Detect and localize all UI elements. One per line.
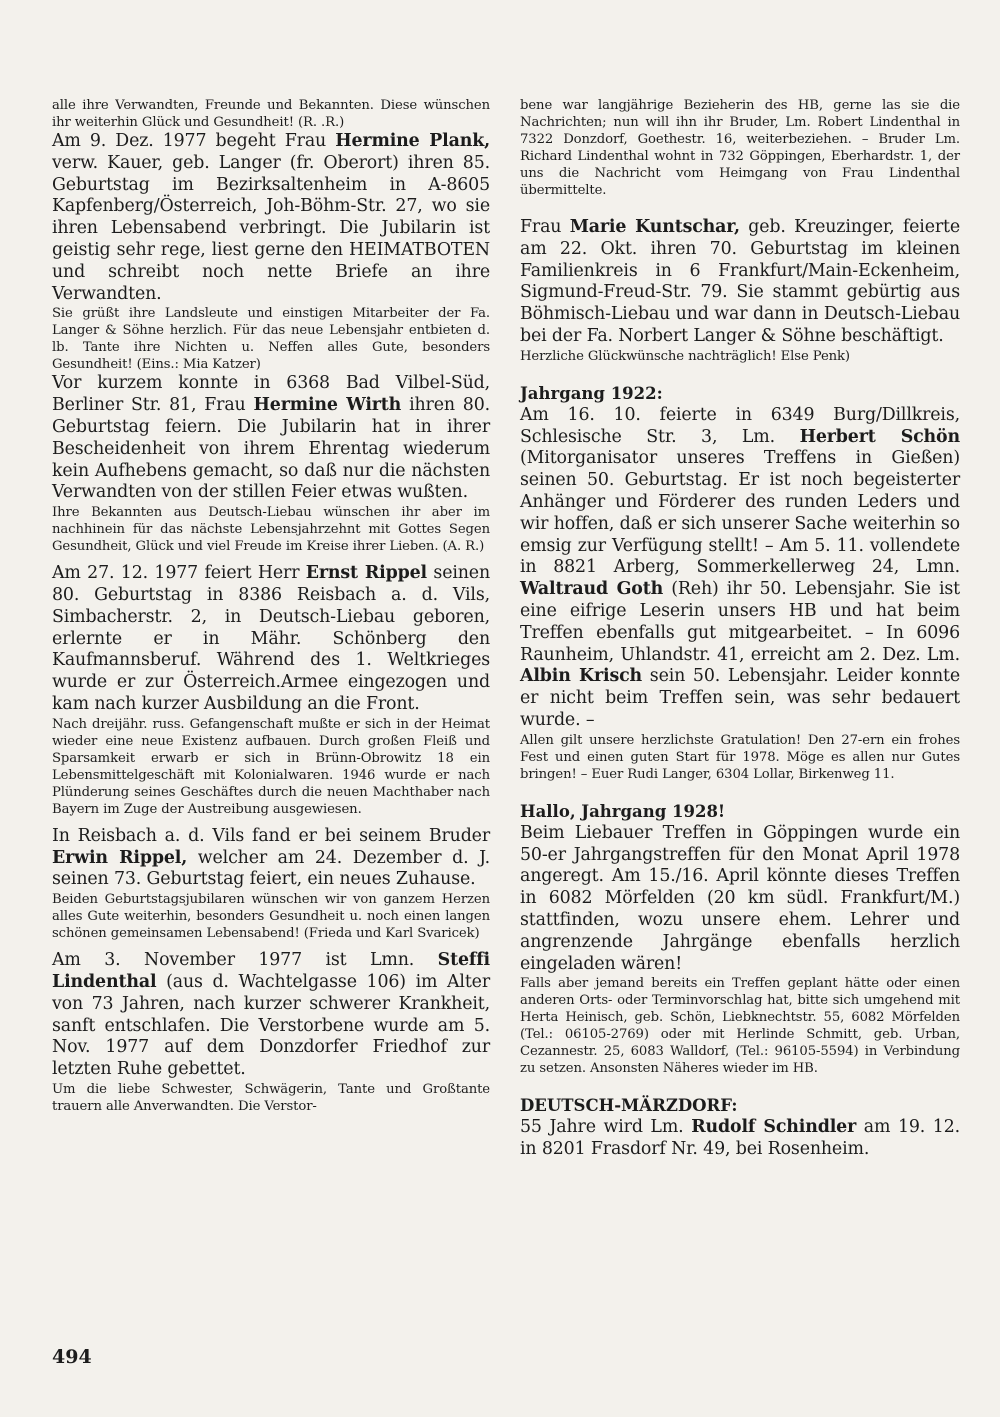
article-paragraph (52, 716, 490, 818)
article-paragraph (520, 732, 960, 783)
paragraph-text: sein 50. Lebensjahr. Leider konnte er nicht beim Treffen sein, was sehr bedauert wurde. – (520, 666, 961, 730)
section-heading (520, 801, 960, 823)
person-name: Albin Krisch (520, 666, 643, 687)
paragraph-text: (aus d. Wachtelgasse 106) im Alter von 73 Jahren, nach kurzer schwerer Krankheit, sanft entschlafen. Die Verstorbene wurde am 5. Nov. 1977 auf dem Donzdorfer Friedhof zur letzten Ruhe gebettet. (52, 971, 490, 1080)
paragraph-text: 55 Jahre wird Lm. (520, 1117, 692, 1138)
article-paragraph (52, 1081, 490, 1115)
paragraph-text: Beiden Geburtstagsjubilaren wünschen wir von ganzem Herzen alles Gute weiterhin, besonders Gesundheit u. noch einen langen schönen gemeinsamen Lebensabend! (Frieda und Karl Svaricek) (52, 892, 490, 942)
person-name: Erwin Rippel, (52, 847, 188, 868)
article-paragraph (52, 373, 490, 504)
paragraph-text: Sie grüßt ihre Landsleute und einstigen Mitarbeiter der Fa. Langer & Söhne herzlich. Für das neue Lebensjahr entbieten d. lb. Tante ihre Nichten u. Neffen alles Gute, besonders Gesundheit! (Eins.: Mia Katzer) (52, 306, 490, 373)
article-paragraph (520, 97, 960, 199)
paragraph-text: Jahrgang 1922: (520, 383, 663, 403)
paragraph-text: Am 27. 12. 1977 feiert Herr (52, 563, 306, 584)
article-paragraph (520, 1117, 960, 1161)
paragraph-text: Ihre Bekannten aus Deutsch-Liebau wünschen ihr aber im nachhinein für das nächste Lebensjahrzehnt mit Gottes Segen Gesundheit, Glück und viel Freude im Kreise ihrer Lieben. (A. R.) (52, 505, 490, 555)
paragraph-text: Allen gilt unsere herzlichste Gratulation! Den 27-ern ein frohes Fest und einen guten Start für 1978. Möge es allen nur Gutes bringen! – Euer Rudi Langer, 6304 Lollar, Birkenweg 11. (520, 732, 960, 782)
paragraph-text: Falls aber jemand bereits ein Treffen geplant hätte oder einen anderen Orts- oder Terminvorschlag hat, bitte sich umgehend mit Herta Heinisch, geb. Schön, Liebknechtstr. 55, 6082 Mörfelden (Tel.: 06105-2769) oder mit Herlinde Schmitt, geb. Urban, Cezannestr. 25, 6083 Walldorf, (Tel.: 96105-5594) in Verbindung zu setzen. Ansonsten Näheres wieder im HB. (520, 976, 960, 1077)
paragraph-text: ihren 80. Geburtstag feiern. Die Jubilarin hat in ihrer Bescheidenheit von ihrem Ehrentag wiederum kein Aufhebens gemacht, so daß nur die nächsten Verwandten von der stillen Feier etwas wußten. (52, 395, 490, 503)
paragraph-text: Um die liebe Schwester, Schwägerin, Tante und Großtante trauern alle Anverwandten. Die Verstor- (52, 1081, 490, 1114)
paragraph-text: welcher am 24. Dezember d. J. seinen 73. Geburtstag feiert, ein neues Zuhause. (52, 847, 490, 890)
paragraph-text: (Reh) ihr 50. Lebensjahr. Sie ist eine eifrige Leserin unsers HB und hat beim Treffen ebenfalls gut mitgearbeitet. – In 6096 Raunheim, Uhlandstr. 41, erreicht am 2. Dez. Lm. (520, 579, 960, 665)
paragraph-text: Vor kurzem konnte in 6368 Bad Vilbel-Süd, Berliner Str. 81, Frau (52, 373, 490, 416)
article-paragraph (52, 826, 490, 891)
paragraph-text: Am 16. 10. feierte in 6349 Burg/Dillkreis, Schlesische Str. 3, Lm. (520, 404, 960, 447)
left-column (52, 97, 490, 1115)
person-name: Rudolf Schindler (691, 1117, 857, 1138)
person-name: Marie Kuntschar, (569, 217, 740, 237)
paragraph-text: seinen 80. Geburtstag in 8386 Reisbach a. d. Vils, Simbacherstr. 2, in Deutsch-Liebau geboren, erlernte er in Mähr. Schönberg den Kaufmannsberuf. Während des 1. Weltkrieges wurde er zur Österreich.Armee eingezogen und kam nach kurzer Ausbildung an die Front. (52, 563, 490, 714)
paragraph-text: Frau (520, 217, 570, 237)
article-paragraph (52, 891, 490, 942)
paragraph-text: Beim Liebauer Treffen in Göppingen wurde ein 50-er Jahrgangstreffen für den Monat April 1978 angeregt. Am 15./16. April könnte dieses Treffen in 6082 Mörfelden (20 km südl. Frankfurt/M.) stattfinden, wozu unsere ehem. Lehrer und angrenzende Jahrgänge ebenfalls herzlich eingeladen wären! (520, 822, 960, 974)
person-name: Hermine Wirth (253, 395, 402, 416)
paragraph-text: In Reisbach a. d. Vils fand er bei seinem Bruder (52, 825, 490, 846)
article-paragraph (52, 950, 490, 1081)
section-heading (520, 383, 960, 405)
paragraph-text: verw. Kauer, geb. Langer (fr. Oberort) ihren 85. Geburtstag im Bezirksaltenheim in A-8605 Kapfenberg/Österreich, Joh-Böhm-Str. 27, wo sie ihren Lebensabend verbringt. Die Jubilarin ist geistig sehr rege, liest gerne den HEIMATBOTEN und schreibt noch nette Briefe an ihre Verwandten. (52, 152, 490, 304)
paragraph-text: Herzliche Glückwünsche nachträglich! Else Penk) (520, 348, 850, 364)
article-paragraph (520, 975, 960, 1077)
paragraph-text: Am 3. November 1977 ist Lmn. (52, 950, 438, 971)
paragraph-text: Hallo, Jahrgang 1928! (520, 801, 726, 821)
person-name: Steffi Lindenthal (52, 950, 490, 992)
page-number: 494 (52, 1346, 92, 1368)
right-column (520, 97, 960, 1161)
paragraph-text: alle ihre Verwandten, Freunde und Bekannten. Diese wünschen ihr weiterhin Glück und Gesundheit! (R. .R.) (52, 98, 490, 130)
article-paragraph (52, 563, 490, 716)
article-paragraph (520, 217, 960, 348)
article-paragraph (52, 305, 490, 373)
person-name: Herbert Schön (799, 426, 960, 447)
paragraph-text: am 19. 12. in 8201 Frasdorf Nr. 49, bei Rosenheim. (520, 1117, 961, 1160)
section-heading (520, 1095, 960, 1117)
paragraph-text: geb. Kreuzinger, feierte am 22. Okt. ihren 70. Geburtstag im kleinen Familienkreis in 6 Frankfurt/Main-Eckenheim, Sigmund-Freud-Str. 79. Sie stammt gebürtig aus Böhmisch-Liebau und war dann in Deutsch-Liebau bei der Fa. Norbert Langer & Söhne beschäftigt. (520, 217, 960, 346)
person-name: Ernst Rippel (305, 563, 428, 584)
article-paragraph (520, 348, 960, 365)
paragraph-text: DEUTSCH-MÄRZDORF: (520, 1096, 738, 1116)
article-paragraph (52, 504, 490, 555)
paragraph-text: (Mitorganisator unseres Treffens in Gießen) seinen 50. Geburtstag. Er ist noch begeisterter Anhänger und Förderer des runden Leders und wir hoffen, daß er sich unserer Sache weiterhin so emsig zur Verfügung stellt! – Am 5. 11. vollendete in 8821 Arberg, Sommerkellerweg 24, Lmn. (520, 448, 960, 578)
article-paragraph (520, 405, 960, 732)
paragraph-text: Am 9. Dez. 1977 begeht Frau (52, 131, 336, 151)
paragraph-text: bene war langjährige Bezieherin des HB, gerne las sie die Nachrichten; nun will ihn ihr Bruder, Lm. Robert Lindenthal in 7322 Donzdorf, Goethestr. 16, weiterbeziehen. – Bruder Lm. Richard Lindenthal wohnt in 732 Göppingen, Eberhardstr. 1, der uns die Nachricht vom Heimgang von Frau Lindenthal übermittelte. (520, 98, 960, 198)
article-paragraph (520, 823, 960, 976)
person-name: Hermine Plank, (335, 131, 491, 151)
person-name: Waltraud Goth (520, 579, 664, 600)
article-paragraph (52, 97, 490, 131)
paragraph-text: Nach dreijähr. russ. Gefangenschaft mußte er sich in der Heimat wieder eine neue Existenz aufbauen. Durch großen Fleiß und Sparsamkeit erwarb er sich in Brünn-Obrowitz 18 ein Lebensmittelgeschäft mit Kolonialwaren. 1946 wurde er nach Plünderung seines Geschäftes durch die neuen Machthaber nach Bayern im Zuge der Austreibung ausgewiesen. (52, 716, 490, 817)
article-paragraph (52, 131, 490, 305)
